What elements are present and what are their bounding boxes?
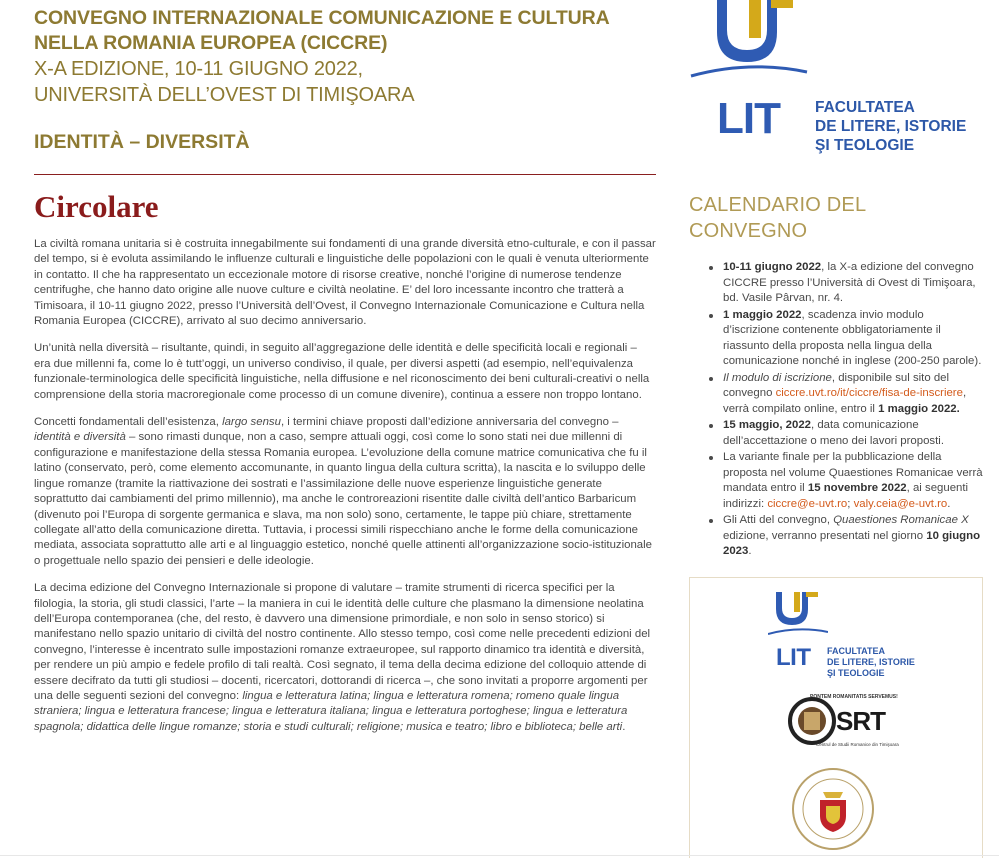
srt-caption: Centrul de Studii Romanice din Timişoara bbox=[816, 742, 899, 747]
item-text: . bbox=[947, 497, 951, 510]
srt-logo-text: SRT bbox=[836, 706, 885, 736]
uvt-emblem-icon bbox=[689, 0, 809, 86]
sidebar bbox=[689, 0, 983, 747]
list-item bbox=[689, 418, 983, 449]
faculty-name-line: DE LITERE, ISTORIE bbox=[815, 118, 967, 135]
divider bbox=[34, 174, 656, 175]
conference-title bbox=[34, 6, 656, 56]
title-line-2: NELLA ROMANIA EUROPEA (CICCRE) bbox=[34, 32, 388, 54]
faculty-name-line: FACULTATEA bbox=[815, 99, 915, 116]
uvt-logo bbox=[689, 0, 983, 88]
p3-italic: identità e diversità bbox=[34, 431, 126, 444]
date-bold: 10-11 giugno 2022 bbox=[723, 261, 822, 273]
paragraph-2: Un’unità nella diversità – risultante, quindi, in seguito all’aggregazione delle identità e delle specificità locali e regionali – era due millenni fa, come lo è tutt’oggi, un universo condiviso, il quale, per diversi aspetti (ad esempio, nell’equivalenza funzionale-terminologica delle specificità linguistiche, nella diffusione e nel riconoscimento dei beni culturali-creativi o nella comprensione della storia macroregionale come processo di un comune divenire), continua a essere non troppo lontano. bbox=[34, 342, 650, 401]
item-text: , scadenza invio modulo d’iscrizione contenente obbligatoriamente il riassunto della proposta nella lingua della comunicazione nonché in inglese (200-250 parole). bbox=[723, 308, 982, 367]
date-bold: 15 novembre 2022 bbox=[807, 482, 907, 494]
item-text: ; bbox=[847, 497, 854, 510]
calendar-list bbox=[689, 260, 983, 560]
item-text: , la X-a edizione del convegno CICCRE presso l’Università di Ovest di Timişoara, bd. Vasile Pârvan, nr. 4. bbox=[723, 261, 976, 304]
item-text: . bbox=[748, 545, 752, 557]
paragraph-4 bbox=[34, 581, 656, 735]
partner-logos bbox=[689, 577, 983, 858]
main-content bbox=[34, 0, 656, 747]
edition-subtitle bbox=[34, 56, 656, 108]
faculty-name-line: DE LITERE, ISTORIE bbox=[827, 657, 915, 667]
item-italic: Quaestiones Romanicae X bbox=[833, 514, 969, 526]
sections-list: lingua e letteratura latina; lingua e letteratura romena; romeno quale lingua straniera; lingua e letteratura francese; lingua e letteratura italiana; lingua e letteratura portoghese; lingua e letteratura spagnola; didattica delle lingue romanze; storia e studi culturali; religione; musica e teatro; libro e biblioteca; belle arti bbox=[34, 689, 628, 733]
uvt-emblem-small-icon bbox=[768, 592, 828, 638]
item-text: , data comunicazione dell’accettazione o meno dei lavori proposti. bbox=[723, 419, 944, 447]
item-text: , verrà compilato online, entro il bbox=[723, 387, 967, 415]
item-text: Gli Atti del convegno, bbox=[723, 514, 834, 526]
calendar-title-line: CALENDARIO DEL bbox=[689, 194, 867, 216]
item-italic: Il modulo di iscrizione bbox=[723, 371, 832, 384]
article-heading: Circolare bbox=[34, 189, 159, 224]
p3-text: – sono rimasti dunque, non a caso, sempre attuali oggi, così come lo sono stati nei due millenni di configurazione e manifestazione della stessa Romania europea. L’evoluzione della comune matrice comunicativa che fu il latino (conservato, però, come elemento accomunante, in quanto lingua della cultura scritta), la nascita e lo sviluppo delle lingue romanze (tramite la riattivazione dei sostrati e l’assimilazione delle nuove esperienze linguistiche generate soprattutto dai cambiamenti del primo millennio), ma anche le controreazioni risentite dalle civiltà dell’antico Barbaricum (divenuto poi l’Europa di sorgente germanica e slava, ma non solo) sono, certamente, le tappe più chiare, strettamente collegate all’atto della comunicazione diretta. Tuttavia, i processi simili rispecchiano anche le forme della comunicazione mediata, associata soprattutto alle arti e al linguaggio estetico, nonché quelle attinenti all’organizzazione socio-istituzionale o progettuale nello spazio dei pensieri e delle ideologie. bbox=[34, 431, 652, 567]
faculty-name-line: ŞI TEOLOGIE bbox=[827, 668, 885, 678]
list-item bbox=[689, 260, 983, 307]
faculty-name bbox=[815, 98, 966, 155]
calendar-title-line: CONVEGNO bbox=[689, 220, 808, 242]
list-item bbox=[689, 371, 983, 418]
item-text: La variante finale per la pubblicazione della proposta nel volume Quaestiones Romanicae verrà mandata entro il bbox=[723, 451, 983, 494]
date-bold: 1 maggio 2022 bbox=[723, 308, 802, 321]
faculty-name-line: ŞI TEOLOGIE bbox=[815, 137, 915, 154]
email-link[interactable]: ciccre@e-uvt.ro bbox=[767, 497, 848, 510]
registration-form-link[interactable]: ciccre.uvt.ro/it/ciccre/fisa-de-inscriere bbox=[775, 387, 963, 399]
szeged-university-seal-icon bbox=[790, 766, 876, 852]
article-body bbox=[34, 237, 656, 735]
page-bottom-border bbox=[0, 855, 999, 856]
srt-emblem-icon bbox=[784, 696, 840, 746]
p3-text: Concetti fondamentali dell’esistenza, bbox=[34, 416, 223, 429]
faculty-logo bbox=[689, 92, 983, 172]
p3-italic: largo sensu bbox=[222, 416, 281, 429]
srt-motto: PONTEM ROMANITATIS SERVEMUS! bbox=[810, 694, 898, 700]
item-text: , ai seguenti indirizzi: bbox=[723, 482, 969, 510]
faculty-name-small bbox=[827, 646, 915, 679]
list-item bbox=[689, 450, 983, 512]
subtitle-line-2: UNIVERSITÀ DELL’OVEST DI TIMIŞOARA bbox=[34, 84, 415, 106]
date-bold: 15 maggio, 2022 bbox=[723, 419, 812, 431]
item-text: , disponibile sul sito del convegno bbox=[723, 371, 950, 399]
title-line-1: CONVEGNO INTERNAZIONALE COMUNICAZIONE E CULTURA bbox=[34, 7, 610, 29]
list-item bbox=[689, 513, 983, 560]
date-bold: 1 maggio 2022. bbox=[878, 402, 960, 415]
date-bold: 10 giugno 2023 bbox=[723, 529, 981, 557]
paragraph-1: La civiltà romana unitaria si è costruita innegabilmente sui fondamenti di una grande diversità etno-culturale, e con il passar del tempo, si è evoluta assimilando le influenze culturali e linguistiche delle popolazioni con le quali è venuta ulteriormente in contatto. Il che ha rappresentato un eccezionale motore di risorse creative, nonché l’origine di numerose tendenze centrifughe, che hanno dato origine alle nuove culture e civiltà neolatine. E’ del loro incessante incontro che tratterà a Timisoara, il 10-11 giugno 2022, presso l’Università dell’Ovest, il Convegno Internazionale Comunicazione e Cultura nella Romania Europea (CICCRE), arrivato al suo decimo anniversario. bbox=[34, 238, 656, 328]
theme-heading: IDENTITÀ – DIVERSITÀ bbox=[34, 131, 250, 153]
p4-text: La decima edizione del Convegno Internazionale si propone di valutare – tramite strumenti di ricerca specifici per la filologia, la storia, gli studi classici, l’arte – la maniera in cui le identità delle culture che plasmano la dimensione neolatina dell’Europa contemporanea (che, del resto, è davvero una dimensione primordiale, e non solo in senso storico) si manifestano nello spazio unitario di civiltà del nostro continente. Allo stesso tempo, così come nelle precedenti edizioni del convegno, l’interesse è incentrato sulle impostazioni romanze extraeuropee, sul rapporto dinamico tra identità e diversità, per rendere un più ampio e fedele profilo di tali realtà. Così segnato, il tema della decima edizione del colloquio attende di essere decifrato da tutti gli studiosi – docenti, ricercatori, dottorandi di ricerca –, che sono invitati a proporre argomenti per una delle seguenti sezioni del convegno: bbox=[34, 582, 651, 702]
item-text: edizione, verranno presentati nel giorno bbox=[723, 529, 927, 542]
p4-text: . bbox=[622, 720, 626, 733]
calendar-title bbox=[689, 192, 983, 244]
lit-logo-text: LIT bbox=[717, 94, 780, 143]
subtitle-line-1: X-A EDIZIONE, 10-11 GIUGNO 2022, bbox=[34, 58, 363, 80]
faculty-name-line: FACULTATEA bbox=[827, 646, 885, 656]
lit-small-logo-text: LIT bbox=[776, 644, 811, 671]
email-link[interactable]: valy.ceia@e-uvt.ro bbox=[853, 497, 948, 510]
paragraph-3 bbox=[34, 415, 656, 569]
list-item bbox=[689, 308, 983, 370]
p3-text: , i termini chiave proposti dall’edizione anniversaria del convegno – bbox=[280, 416, 619, 429]
